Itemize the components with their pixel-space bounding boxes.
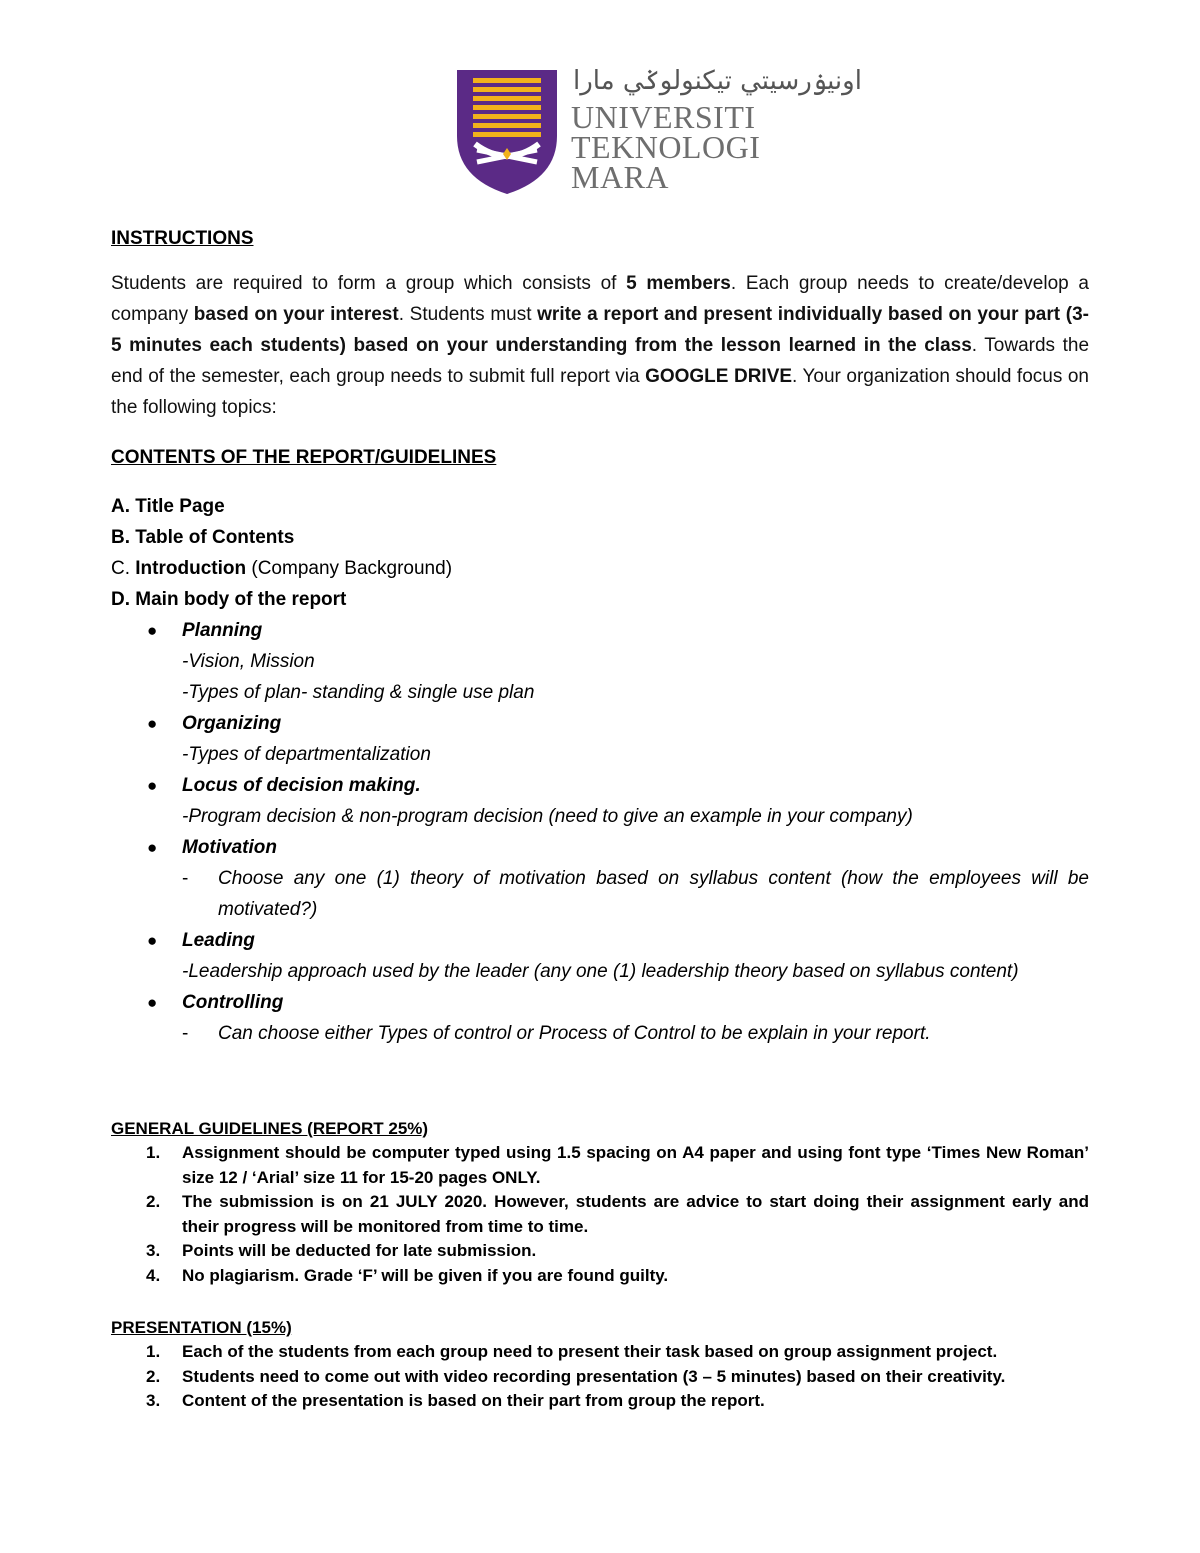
list-item (111, 1264, 1089, 1289)
general-guidelines-list (111, 1141, 1089, 1288)
text-run: (Company Background) (246, 558, 453, 579)
list-item-text: Assignment should be computer typed using 1.5 spacing on A4 paper and using font type ‘Times New Roman’ size 12 / ‘Arial’ size 11 for 15-20 pages ONLY. (182, 1143, 1089, 1187)
contents-item-c (111, 553, 1089, 584)
list-item-text: Points will be deducted for late submission. (182, 1241, 537, 1260)
topic-title: Motivation (182, 837, 277, 858)
list-number: 1. (146, 1342, 161, 1361)
list-item-text: Students need to come out with video recording presentation (3 – 5 minutes) based on their creativity. (182, 1366, 1006, 1386)
logo-jawi-text: اونيۏرسيتي تيكنولوݢي مارا (573, 66, 862, 96)
bullet-icon: ● (147, 931, 158, 950)
logo-wordmark (571, 99, 761, 195)
topics-list (111, 615, 1089, 1049)
topic-sub-text: Can choose either Types of control or Process of Control to be explain in your report. (218, 1023, 931, 1044)
uitm-shield-icon (455, 66, 559, 196)
presentation-heading: PRESENTATION (15%) (111, 1318, 292, 1337)
list-number: 3. (146, 1241, 161, 1260)
topic-title: Controlling (182, 992, 284, 1013)
topic-title: Locus of decision making. (182, 775, 421, 796)
topic-item (111, 832, 1089, 925)
list-item (111, 1141, 1089, 1190)
topic-sub: -Types of departmentalization (182, 744, 431, 765)
contents-item-a: A. Title Page (111, 496, 225, 517)
topic-sub: -Program decision & non-program decision (need to give an example in your company) (182, 806, 913, 827)
topic-sub (182, 863, 1089, 925)
bullet-icon: ● (147, 776, 158, 795)
dash-icon: - (182, 868, 189, 889)
text-run-bold: based on your interest (193, 304, 399, 325)
logo-line-mara: MARA (571, 159, 670, 195)
list-item (111, 1389, 1089, 1414)
contents-item-b: B. Table of Contents (111, 527, 295, 548)
uitm-logo (455, 66, 862, 198)
contents-item-d: D. Main body of the report (111, 589, 347, 610)
topic-item (111, 615, 1089, 708)
topic-sub-text: Choose any one (1) theory of motivation based on syllabus content (how the employees will be motivated?) (218, 868, 1089, 920)
topic-item (111, 925, 1089, 987)
topic-sub: -Vision, Mission (182, 651, 315, 672)
topic-sub: -Leadership approach used by the leader (any one (1) leadership theory based on syllabus content) (182, 961, 1019, 982)
contents-list (111, 491, 1089, 1049)
text-run: C. (111, 558, 136, 579)
topic-title: Planning (182, 620, 263, 641)
topic-sub: -Types of plan- standing & single use plan (182, 682, 535, 703)
bullet-icon: ● (147, 621, 158, 640)
list-item-text: Content of the presentation is based on their part from group the report. (182, 1391, 765, 1410)
instructions-heading: INSTRUCTIONS (111, 228, 254, 249)
topic-item (111, 770, 1089, 832)
topic-item (111, 708, 1089, 770)
list-number: 1. (146, 1143, 161, 1162)
list-number: 2. (146, 1366, 161, 1386)
text-run: . Each group needs to create/develop a company (111, 273, 1089, 325)
list-item (111, 1365, 1089, 1390)
bullet-icon: ● (147, 714, 158, 733)
text-run-bold: GOOGLE DRIVE (645, 366, 793, 387)
text-run-bold: 5 members (626, 273, 731, 294)
list-item-text: No plagiarism. Grade ‘F’ will be given if you are found guilty. (182, 1265, 669, 1285)
text-run-bold: write a report and present individually based on your part (3-5 minutes each students) based on your understanding from the lesson learned in the class (111, 304, 1089, 356)
presentation-list (111, 1340, 1089, 1414)
text-run: . Towards the end of the semester, each group needs to submit full report via (111, 335, 1090, 387)
list-number: 3. (146, 1391, 161, 1410)
topics-container (111, 615, 1089, 1049)
general-guidelines-section (111, 1117, 1089, 1288)
list-number: 4. (146, 1265, 161, 1285)
contents-heading: CONTENTS OF THE REPORT/GUIDELINES (111, 447, 497, 468)
list-item (111, 1190, 1089, 1239)
main-content (111, 226, 1089, 1049)
logo-line-teknologi: TEKNOLOGI (571, 129, 761, 165)
bullet-icon: ● (147, 838, 158, 857)
topic-item (111, 987, 1089, 1049)
list-item-text: Each of the students from each group need to present their task based on group assignment project. (182, 1342, 998, 1361)
topic-title: Leading (182, 930, 255, 951)
logo-line-universiti: UNIVERSITI (571, 99, 756, 135)
topic-sub (182, 1018, 1089, 1049)
text-run: Students are required to form a group which consists of (111, 273, 627, 294)
list-number: 2. (146, 1192, 161, 1211)
text-run: . Your organization should focus on the following topics: (111, 366, 1089, 418)
general-guidelines-heading: GENERAL GUIDELINES (REPORT 25%) (111, 1119, 429, 1138)
presentation-section (111, 1316, 1089, 1414)
list-item-text: The submission is on 21 JULY 2020. However, students are advice to start doing their assignment early and their progress will be monitored from time to time. (182, 1192, 1089, 1236)
instructions-paragraph (111, 268, 1089, 423)
dash-icon: - (182, 1023, 189, 1044)
bullet-icon: ● (147, 993, 158, 1012)
text-run: . Students must (398, 304, 538, 325)
topic-title: Organizing (182, 713, 282, 734)
list-item (111, 1340, 1089, 1365)
text-run-bold: Introduction (135, 558, 247, 579)
list-item (111, 1239, 1089, 1264)
